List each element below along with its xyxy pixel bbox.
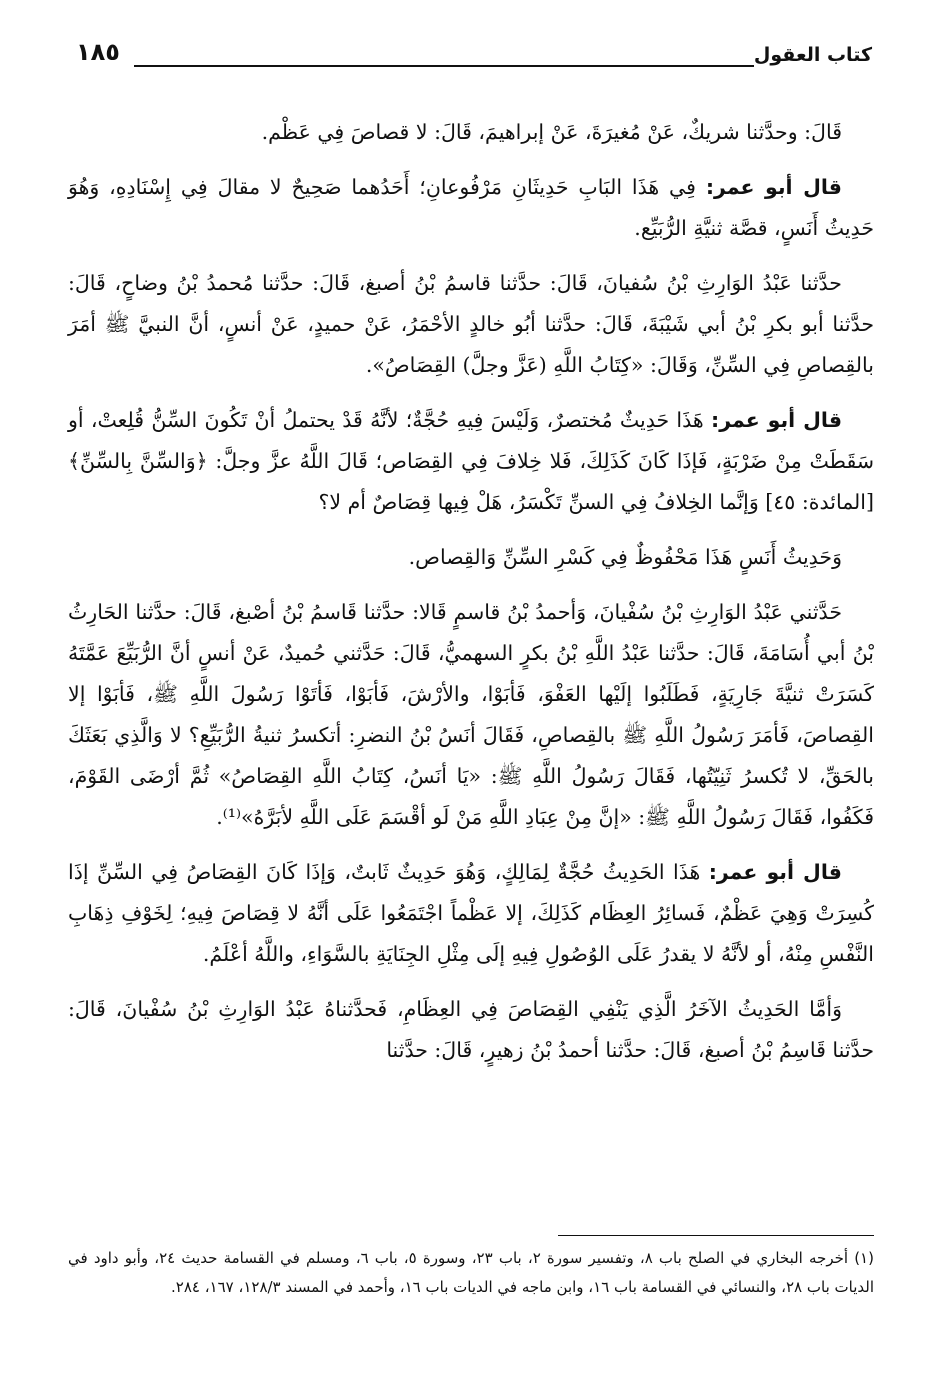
paragraph: [68, 167, 874, 249]
paragraph-text: حَدَّثني عَبْدُ الوَارِثِ بْنُ سُفْيانَ، وَأحمدُ بْنُ قاسمٍ قَالا: حدَّثنا قَاسمُ بْنُ أصْبغ، قَالَ: حدَّثنا الحَارِثُ بْنُ أبي أُسَامَةَ، قَالَ: حدَّثنا عَبْدُ اللَّهِ بْنُ بكرٍ السهميُّ، قَالَ: حَدَّثني حُميدٌ، عَنْ أنسٍ أنَّ الرُّبَيِّعَ عَمَّتَهُ كَسَرَتْ ثنيَّةَ جَارِيَةٍ، فَطَلَبُوا إلَيْها العَفْوَ، فَأبَوْا، والأرْشَ، فَأبَوْا، فَأتَوْا رَسُولَ اللَّهِ ﷺ، فَأبَوْا إلا القِصاصَ، فَأمَرَ رَسُولُ اللَّهِ ﷺ بالقِصاصِ، فَقَالَ أنَسُ بْنُ النضرِ: أتكسرُ ثنيةُ الرُّبَيِّعِ؟ لا وَالَّذِي بَعَثَكَ بالحَقِّ، لا تُكسرُ ثَنِيّتُها، فَقَالَ رَسُولُ اللَّهِ ﷺ: «يَا أنَسُ، كِتَابُ اللَّهِ القِصَاصُ» ثُمَّ أرْضَى القَوْمَ، فَكَفُوا، فَقَالَ رَسُولُ اللَّهِ ﷺ: «إنَّ مِنْ عِبَادِ اللَّهِ مَنْ لَو أقْسَمَ عَلَى اللَّهِ لأبَرَّهُ»⁽¹⁾.: [68, 600, 874, 829]
paragraph: [68, 592, 874, 838]
footnote: (١) أخرجه البخاري في الصلح باب ٨، وتفسير سورة ٢، باب ٢٣، وسورة ٥، باب ٦، ومسلم في القسامة حديث ٢٤، وأبو داود في الديات باب ٢٨، والنسائي في القسامة باب ١٦، وابن ماجه في الديات باب ١٦، وأحمد في المسند ١٢٨/٣، ١٦٧، ٢٨٤.: [68, 1249, 874, 1296]
speaker-label: قال أبو عمر:: [711, 408, 842, 432]
speaker-label: قال أبو عمر:: [708, 860, 842, 884]
main-text: [68, 112, 874, 1085]
header-rule: [134, 65, 754, 67]
paragraph-text: هَذَا الحَدِيثُ حُجَّةٌ لِمَالِكٍ، وَهُوَ حَدِيثٌ ثَابتٌ، وَإذَا كَانَ القِصَاصُ فِي السِّنِّ إذَا كُسِرَتْ وَهِيَ عَظْمٌ، فَسائِرُ العِظَام كَذَلِكَ، إلا عَظْماً اجْتَمَعُوا عَلَى أنَّهُ لا قِصَاصَ فِيهِ؛ لِخَوْفِ ذِهَابِ النَّفْسِ مِنْهُ، أو لأنَّهُ لا يقدرُ عَلَى الوُصُولِ فِيهِ إلَى مِثْلِ الجِنَايَةِ بالسَّوَاءِ، واللَّهُ أعْلَمُ.: [68, 860, 874, 966]
paragraph: [68, 400, 874, 523]
speaker-label: قال أبو عمر:: [705, 175, 842, 199]
page-header: [76, 38, 872, 78]
paragraph: [68, 537, 874, 578]
paragraph: [68, 263, 874, 386]
paragraph-text: فِي هَذَا البَابِ حَدِيثَانِ مَرْفُوعانِ؛ أَحَدُهما صَحِيحٌ لا مقالَ فِي إِسْنَادِهِ، وَهُوَ حَدِيثُ أَنَسٍ، قصَّة ثنيَّةِ الرُّبَيِّع.: [68, 175, 874, 240]
paragraph-text: وَحَدِيثُ أَنَسٍ هَذَا مَحْفُوظٌ فِي كَسْرِ السِّنِّ وَالقِصاص.: [408, 545, 842, 569]
paragraph: [68, 852, 874, 975]
paragraph-text: هَذَا حَدِيثٌ مُختصرٌ، وَلَيْسَ فِيهِ حُجَّةٌ؛ لأنَّهُ قَدْ يحتملُ أنْ تَكُونَ السِّنُّ قُلِعتْ، أو سَقَطَتْ مِنْ ضَرْبَةٍ، فَإذَا كَانَ كَذَلِكَ، فَلا خِلافَ فِي القِصَاص؛ قَالَ اللَّهُ عزَّ وجلَّ: ﴿وَالسِّنَّ بِالسِّنِّ﴾ [المائدة: ٤٥] وَإنَّما الخِلافُ فِي السنِّ تَكْسَرُ، هَلْ فِيها قِصَاصٌ أم لا؟: [68, 408, 874, 514]
paragraph: [68, 989, 874, 1071]
paragraph: [68, 112, 874, 153]
paragraph-text: حدَّثنا عَبْدُ الوَارِثِ بْنُ سُفيانَ، قَالَ: حدَّثنا قاسمُ بْنُ أصبغ، قَالَ: حدَّثنا مُحمدُ بْنُ وضاحٍ، قَالَ: حدَّثنا أبو بكرِ بْنُ أبي شَيْبَةَ، قَالَ: حدَّثنا أبُو خالدٍ الأحْمَرُ، عَنْ حميدٍ، عَنْ أنسٍ، أنَّ النبيَّ ﷺ أمَرَ بالقِصاصِ فِي السِّنِّ، وَقَالَ: «كِتَابُ اللَّهِ (عَزَّ وجلَّ) القِصَاصُ».: [68, 271, 874, 377]
paragraph-text: وَأمَّا الحَدِيثُ الآخَرُ الَّذِي يَنْفِي القِصَاصَ فِي العِظَامِ، فَحدَّثناهُ عَبْدُ الوَارِثِ بْنُ سُفْيانَ، قَالَ: حدَّثنا قَاسِمُ بْنُ أصبغ، قَالَ: حدَّثنا أحمدُ بْنُ زهيرٍ، قَالَ: حدَّثنا: [68, 997, 874, 1062]
page-number: ١٨٥: [76, 38, 120, 66]
footnote-divider: [558, 1235, 874, 1236]
paragraph-text: قَالَ: وحدَّثنا شريكٌ، عَنْ مُغيرَةَ، عَنْ إبراهيمَ، قَالَ: لا قصاصَ فِي عَظْم.: [261, 120, 842, 144]
running-title: كتاب العقول: [753, 44, 872, 66]
